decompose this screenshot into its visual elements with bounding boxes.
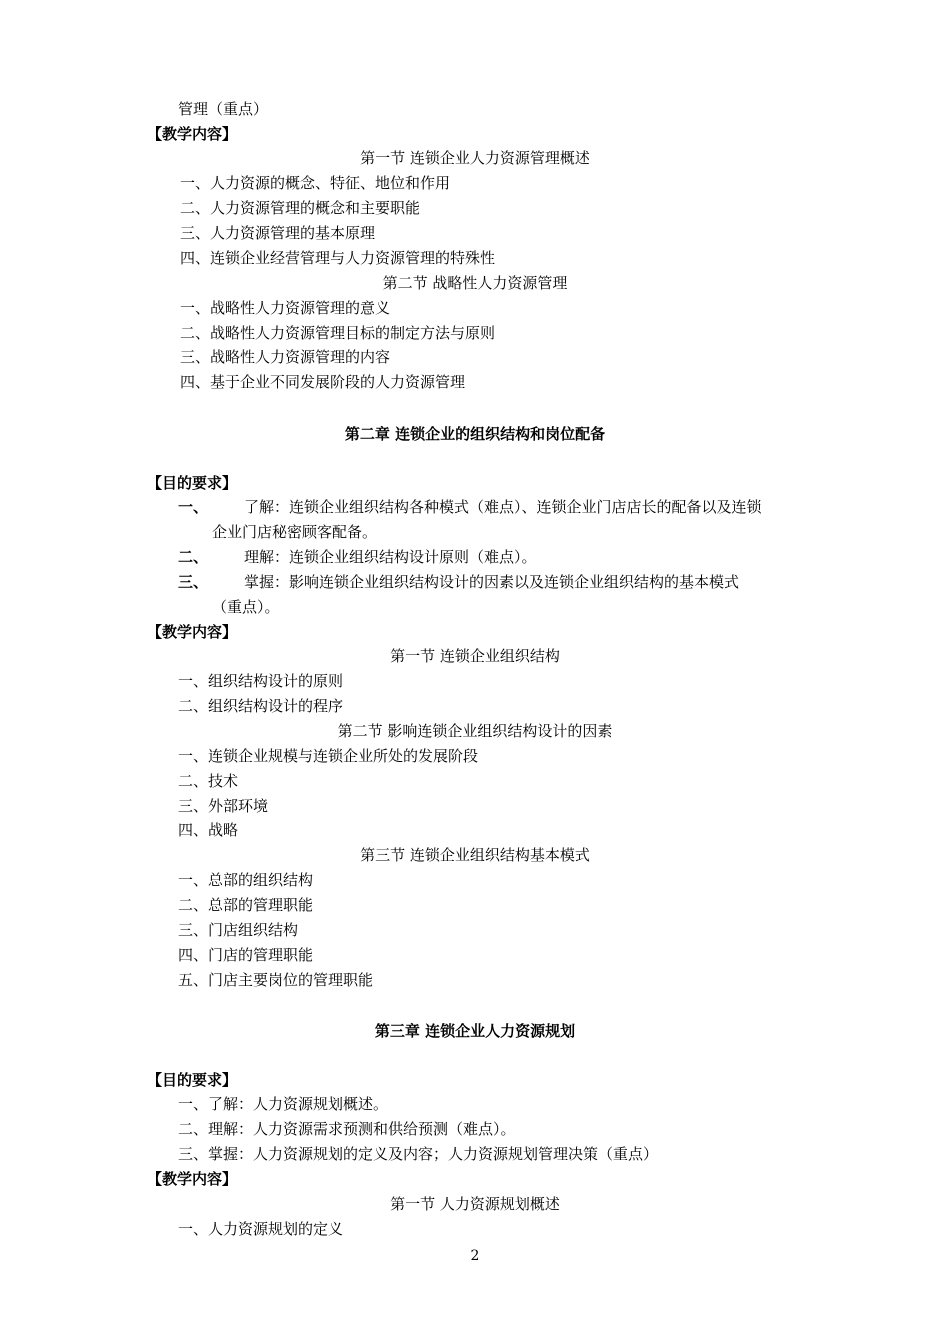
list-item: 四、基于企业不同发展阶段的人力资源管理 [180, 373, 466, 391]
numbered-item [178, 496, 762, 518]
list-item: 三、门店组织结构 [178, 921, 299, 939]
list-item: 四、门店的管理职能 [178, 946, 314, 964]
item-number: 二、 [178, 548, 209, 566]
list-item: 一、人力资源规划的定义 [178, 1220, 344, 1238]
list-item: 二、战略性人力资源管理目标的制定方法与原则 [180, 324, 496, 342]
item-text: 了解：连锁企业组织结构各种模式（难点）、连锁企业门店店长的配备以及连锁 [244, 498, 762, 516]
section-label: 【教学内容】 [147, 125, 238, 143]
section-label: 【教学内容】 [147, 623, 238, 641]
list-item: 三、外部环境 [178, 797, 269, 815]
page-number: 2 [470, 1248, 480, 1264]
list-item: 一、了解：人力资源规划概述。 [178, 1095, 389, 1113]
list-item: 二、组织结构设计的程序 [178, 697, 344, 715]
section-heading: 第一节 连锁企业人力资源管理概述 [360, 149, 590, 167]
numbered-item [178, 546, 537, 568]
chapter-title: 第三章 连锁企业人力资源规划 [374, 1022, 576, 1040]
chapter-title: 第二章 连锁企业的组织结构和岗位配备 [344, 425, 606, 443]
section-label: 【教学内容】 [147, 1170, 238, 1188]
section-label: 【目的要求】 [147, 474, 238, 492]
section-heading: 第二节 战略性人力资源管理 [382, 274, 568, 292]
list-item: 三、战略性人力资源管理的内容 [180, 348, 391, 366]
section-heading: 第三节 连锁企业组织结构基本模式 [360, 846, 590, 864]
list-item: 三、人力资源管理的基本原理 [180, 224, 376, 242]
text-line: 管理（重点） [178, 100, 269, 118]
section-heading: 第一节 人力资源规划概述 [390, 1195, 560, 1213]
list-item: 二、总部的管理职能 [178, 896, 314, 914]
list-item: 一、总部的组织结构 [178, 871, 314, 889]
item-text: 掌握：影响连锁企业组织结构设计的因素以及连锁企业组织结构的基本模式 [244, 573, 740, 591]
item-text: 理解：连锁企业组织结构设计原则（难点）。 [244, 548, 537, 566]
list-item: 一、战略性人力资源管理的意义 [180, 299, 391, 317]
list-item: 四、战略 [178, 821, 239, 839]
list-item: 二、人力资源管理的概念和主要职能 [180, 199, 421, 217]
list-item: 一、连锁企业规模与连锁企业所处的发展阶段 [178, 747, 479, 765]
list-item: 二、理解：人力资源需求预测和供给预测（难点）。 [178, 1120, 516, 1138]
list-item: 五、门店主要岗位的管理职能 [178, 971, 374, 989]
item-number: 一、 [178, 498, 209, 516]
list-item: 一、组织结构设计的原则 [178, 672, 344, 690]
list-item: 二、技术 [178, 772, 239, 790]
item-number: 三、 [178, 573, 209, 591]
text-line: （重点）。 [212, 598, 280, 616]
section-heading: 第一节 连锁企业组织结构 [390, 647, 560, 665]
numbered-item [178, 571, 739, 593]
list-item: 三、掌握：人力资源规划的定义及内容；人力资源规划管理决策（重点） [178, 1145, 659, 1163]
section-label: 【目的要求】 [147, 1071, 238, 1089]
section-heading: 第二节 影响连锁企业组织结构设计的因素 [337, 722, 613, 740]
list-item: 四、连锁企业经营管理与人力资源管理的特殊性 [180, 249, 496, 267]
list-item: 一、人力资源的概念、特征、地位和作用 [180, 174, 451, 192]
text-line: 企业门店秘密顾客配备。 [212, 523, 378, 541]
